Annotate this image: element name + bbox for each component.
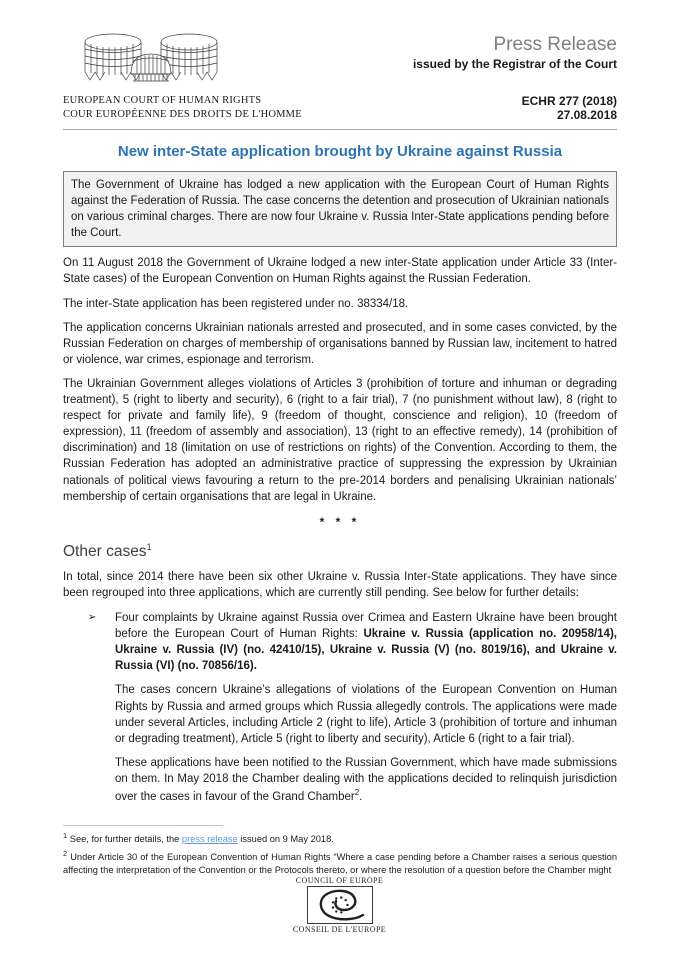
- other-cases-intro: In total, since 2014 there have been six other Ukraine v. Russia Inter-State applications. They have since been regrouped into three applications, which are currently still pending. See below for further details:: [63, 570, 617, 599]
- page-title: New inter-State application brought by Ukraine against Russia: [117, 143, 563, 160]
- echr-building-icon: [75, 30, 227, 88]
- footnote-1: $^1$ See, for further details, the press release issued on 9 May 2018.: [63, 831, 334, 845]
- footnote-2: [63, 849, 617, 878]
- press-release-link[interactable]: press release: [181, 834, 238, 845]
- bullet-item: [63, 610, 617, 674]
- coe-spiral-e-icon: [312, 889, 368, 921]
- reference-number: ECHR 277 (2018): [521, 94, 617, 108]
- bullet-text: [115, 610, 617, 674]
- other-cases-heading: [63, 542, 617, 561]
- header: [63, 30, 617, 122]
- summary-box: The Government of Ukraine has lodged a new application with the European Court of Human Rights against the Federation of Russia. The case concerns the detention and prosecution of Ukrainian nationals on various criminal charges. There are now four Ukraine v. Russia Inter-State applications pending before the Court.: [63, 171, 617, 247]
- footnote-1-ref: 1: [63, 831, 68, 840]
- other-cases-paragraph-2: These applications have been notified to the Russian Government, which have made submissions on them. In May 2018 the Chamber dealing with the applications decided to relinquish jurisdiction over the cases in favour of the Grand Chamber$^2$.: [115, 756, 617, 803]
- other-cases-paragraph-2-text: These applications have been notified to the Russian Government, which have made submissions on them. In May 2018 the Chamber dealing with the applications decided to relinquish jurisdiction over the cases in favour of the Grand Chamber: [115, 756, 617, 803]
- section-separator: * * *: [319, 514, 361, 529]
- footnote-separator: [63, 825, 223, 826]
- council-of-europe-en-label: COUNCIL OF EUROPE: [295, 876, 384, 885]
- bullet-text-bold: Ukraine v. Russia (application no. 20958/14), Ukraine v. Russia (IV) (no. 42410/15), Ukraine v. Russia (V) (no. 8019/16), and Ukraine v. Russia (VI) (no. 70856/16).: [115, 628, 617, 673]
- other-cases-heading-text: Other cases: [63, 542, 147, 560]
- paragraph-application: On 11 August 2018 the Government of Ukraine lodged a new inter-State application under Article 33 (Inter-State cases) of the European Convention on Human Rights against the Russian Federation.: [63, 257, 617, 286]
- court-name: [63, 94, 302, 121]
- council-of-europe-fr-label: CONSEIL DE L'EUROPE: [292, 925, 387, 934]
- echr-logo: [63, 30, 302, 121]
- footnote-2-ref: 2: [63, 848, 68, 858]
- coe-logo-box: [307, 886, 373, 924]
- court-name-fr: COUR EUROPÉENNE DES DROITS DE L'HOMME: [63, 108, 302, 120]
- paragraph-registration: The inter-State application has been registered under no. 38334/18.: [63, 297, 409, 310]
- council-of-europe-logo: [0, 876, 679, 934]
- issued-by-label: issued by the Registrar of the Court: [412, 57, 617, 71]
- footnote-1-text: See, for further details, the: [69, 834, 182, 845]
- release-date: 27.08.2018: [556, 108, 617, 122]
- bullet-text-normal: Four complaints by Ukraine against Russia over Crimea and Eastern Ukraine have been brought before the European Court of Human Rights:: [115, 612, 617, 641]
- paragraph-concerns: The application concerns Ukrainian nationals arrested and prosecuted, and in some cases convicted, by the Russian Federation on charges of membership of organisations banned by Russian law, incitement to hatred or violence, war crimes, espionage and terrorism.: [63, 321, 617, 366]
- footnote-ref-2: 2: [354, 787, 360, 797]
- press-release-label: Press Release: [493, 34, 617, 55]
- court-name-en: EUROPEAN COURT OF HUMAN RIGHTS: [63, 95, 262, 106]
- footnote-2-text: Under Article 30 of the European Convention of Human Rights “Where a case pending before a Chamber raises a serious question affecting the interpretation of the Convention or the Protocols thereto, or where the resolution of a question before the Chamber might: [63, 851, 617, 876]
- footnotes: [63, 825, 617, 878]
- other-cases-paragraph-1: The cases concern Ukraine’s allegations of violations of the European Convention on Human Rights by Russia and armed groups which Russia allegedly controls. The applications were made under several Articles, including Article 2 (right to life), Article 3 (prohibition of torture and inhuman or degrading treatment), Article 5 (right to liberty and security), Article 6 (right to a fair trial).: [115, 684, 617, 745]
- paragraph-alleged-violations: The Ukrainian Government alleges violations of Articles 3 (prohibition of torture and inhuman or degrading treatment), 5 (right to liberty and security), 6 (right to a fair trial), 7 (no punishment without law), 8 (right to respect for private and family life), 9 (freedom of thought, conscience and religion), 10 (freedom of expression), 11 (freedom of assembly and association), 13 (right to an effective remedy), 14 (prohibition of discrimination) and 18 (limitation on use of restrictions on rights) of the Convention. According to them, the Russian Federation has adopted an administrative practice of suppressing the expression by Ukrainian nationals of political views favouring a return to the pre-2014 borders and penalising Ukrainian nationals’ membership of certain organisations that are legal in Ukraine.: [63, 377, 617, 503]
- footnote-ref-1: 1: [146, 541, 152, 552]
- arrow-bullet-icon: ➢: [88, 612, 97, 624]
- header-divider: [63, 129, 617, 130]
- header-right: [413, 30, 617, 122]
